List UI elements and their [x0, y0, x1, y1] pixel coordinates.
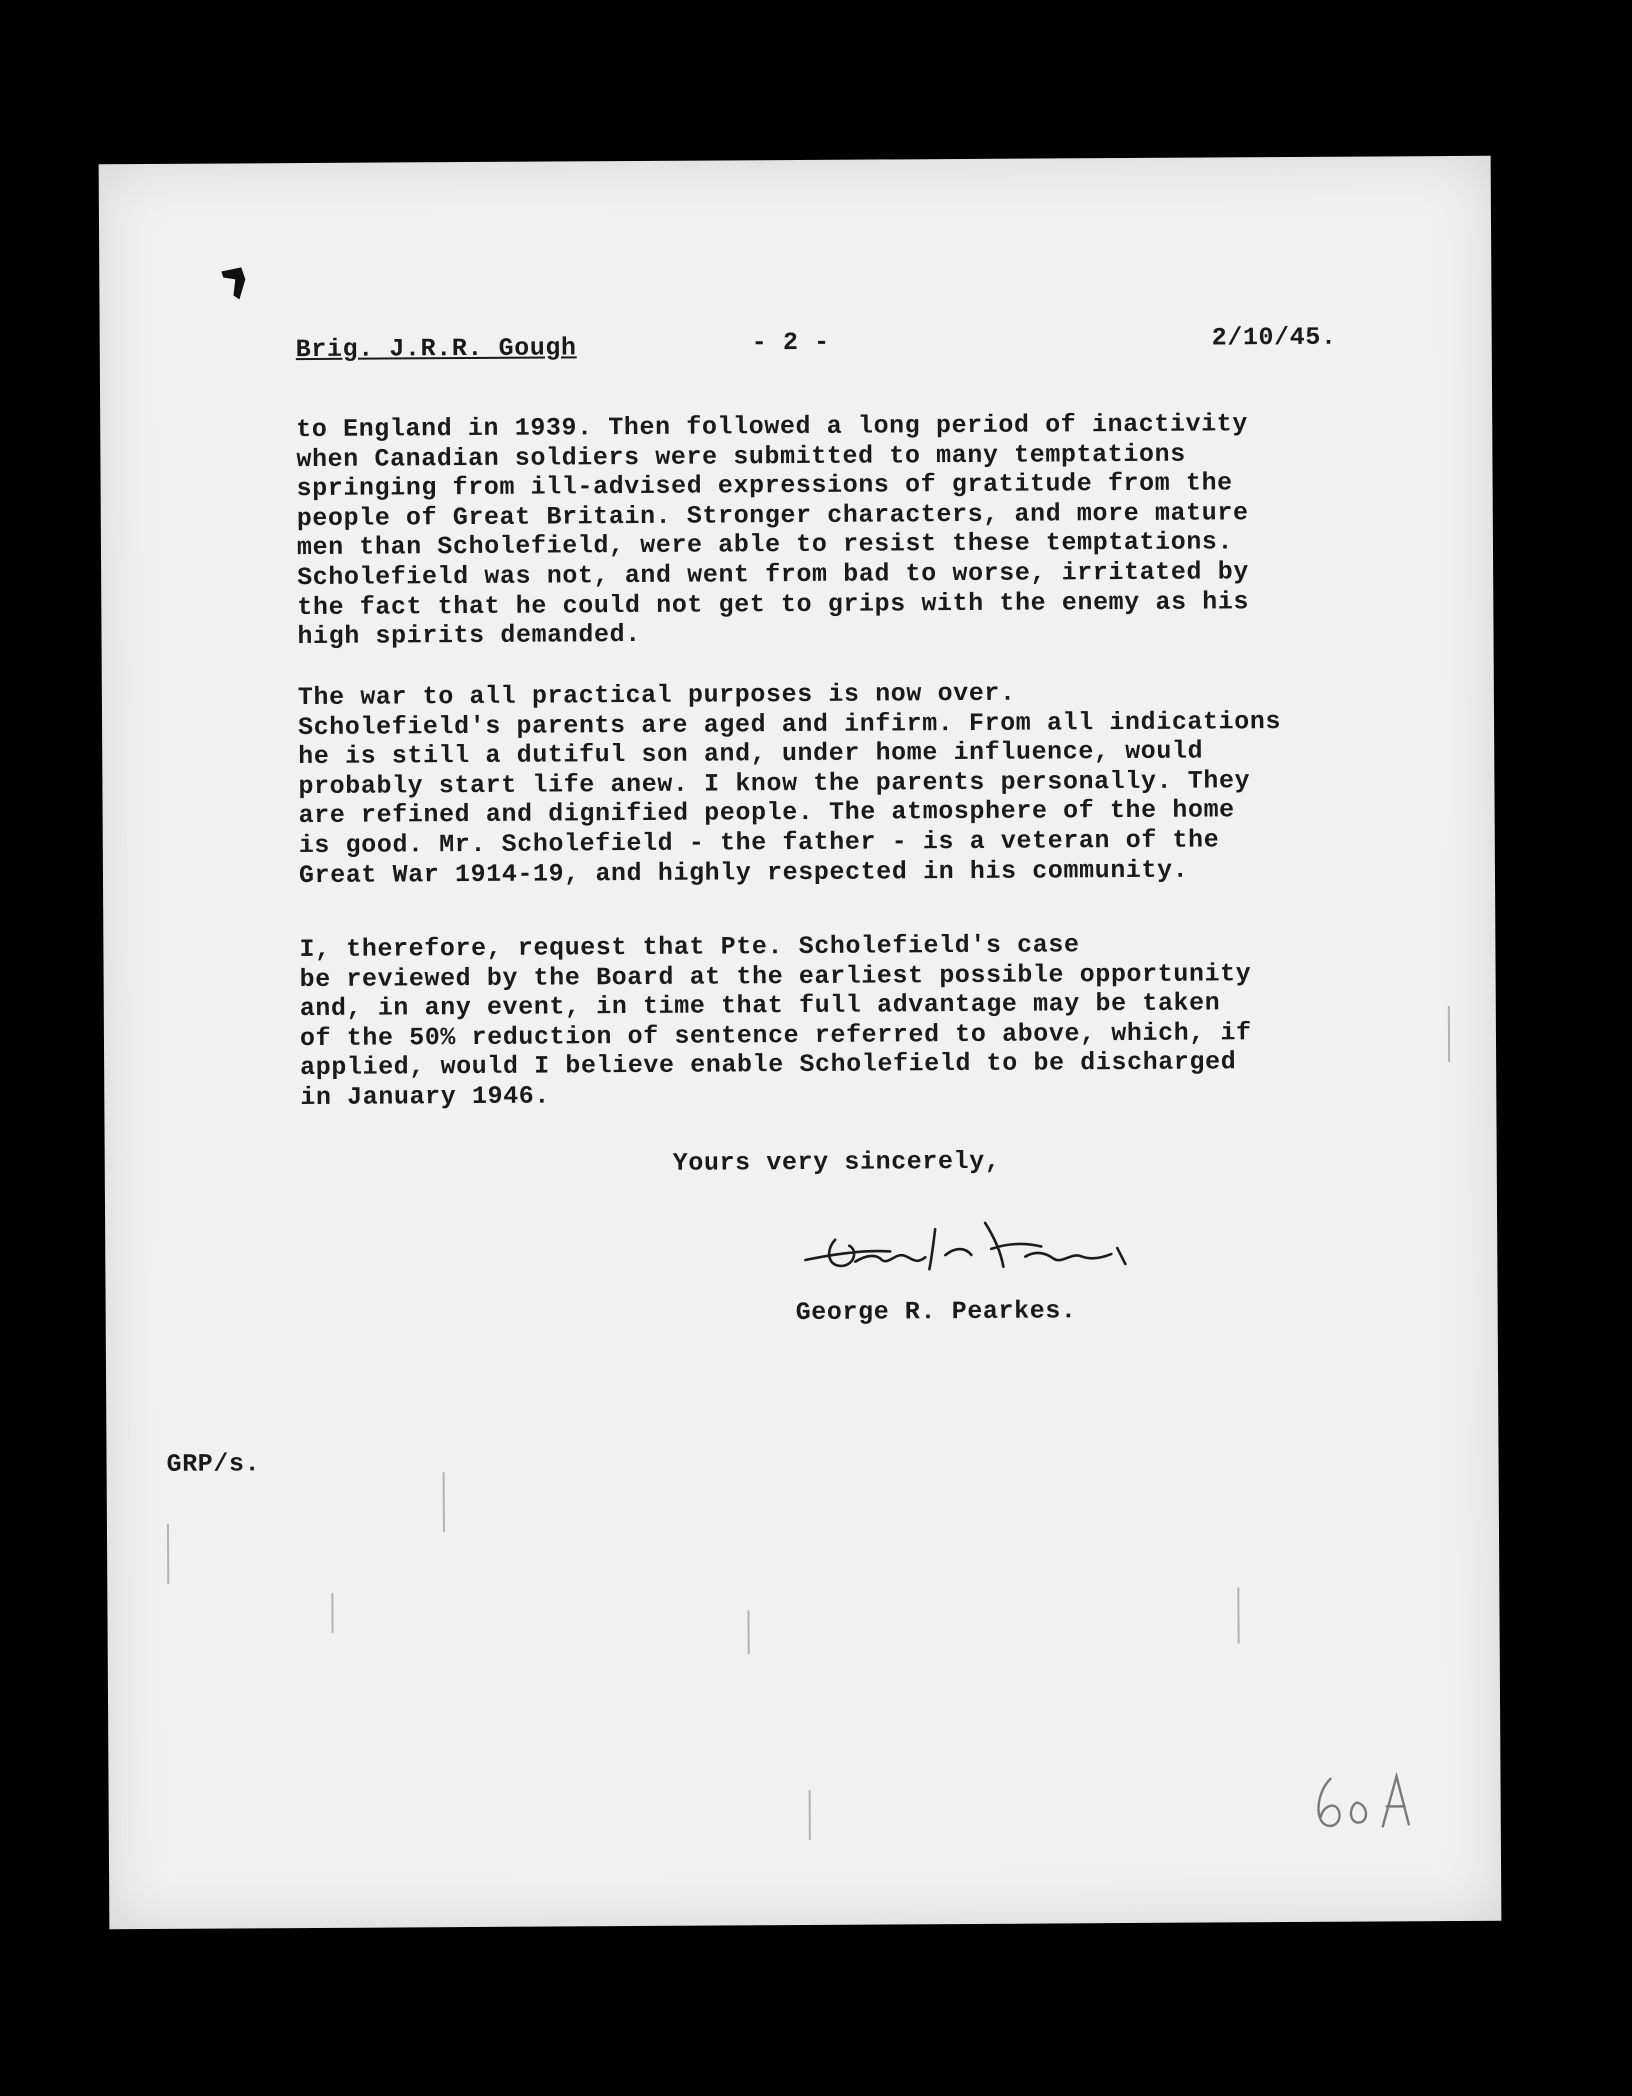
- scan-scratch: [443, 1472, 445, 1532]
- recipient-header: Brig. J.R.R. Gough: [295, 333, 577, 365]
- handwritten-signature: [795, 1208, 1135, 1280]
- letter-page: [99, 156, 1502, 1929]
- handwritten-folio-mark: [1308, 1766, 1418, 1837]
- reference-initials: GRP/s.: [166, 1449, 261, 1479]
- scan-scratch: [1237, 1587, 1239, 1643]
- scan-scratch: [747, 1610, 749, 1654]
- body-paragraph-1: to England in 1939. Then followed a long period of inactivity when Canadian soldiers were submitted to many temptations springing from ill-advised expressions of gratitude from the people of Great Britain. Stronger characters, and more mature men than Scholefield, were able to resist these temptations. Scholefield was not, and went from bad to worse, irritated by the fact that he could not get to grips with the enemy as his high spirits demanded.: [296, 409, 1250, 652]
- body-paragraph-2: The war to all practical purposes is now over. Scholefield's parents are aged and infirm. From all indications he is still a dutiful son and, under home influence, would probably start life anew. I know the parents personally. They are refined and dignified people. The atmosphere of the home is good. Mr. Scholefield - the father - is a veteran of the Great War 1914-19, and highly respected in his community.: [297, 678, 1282, 890]
- scan-scratch: [167, 1524, 169, 1584]
- scan-scratch: [1448, 1006, 1450, 1062]
- letter-date: 2/10/45.: [1211, 322, 1337, 353]
- page-number: - 2 -: [751, 327, 830, 358]
- signatory-name: George R. Pearkes.: [795, 1296, 1077, 1328]
- scan-scratch: [331, 1593, 333, 1633]
- scan-scratch: [809, 1790, 811, 1840]
- ink-blot-mark: [219, 265, 249, 301]
- valediction: Yours very sincerely,: [672, 1146, 1001, 1178]
- body-paragraph-3: I, therefore, request that Pte. Scholefield's case be reviewed by the Board at the earliest possible opportunity and, in any event, in time that full advantage may be taken of the 50% reduction of sentence referred to above, which, if applied, would I believe enable Scholefield to be discharged in January 1946.: [299, 930, 1252, 1113]
